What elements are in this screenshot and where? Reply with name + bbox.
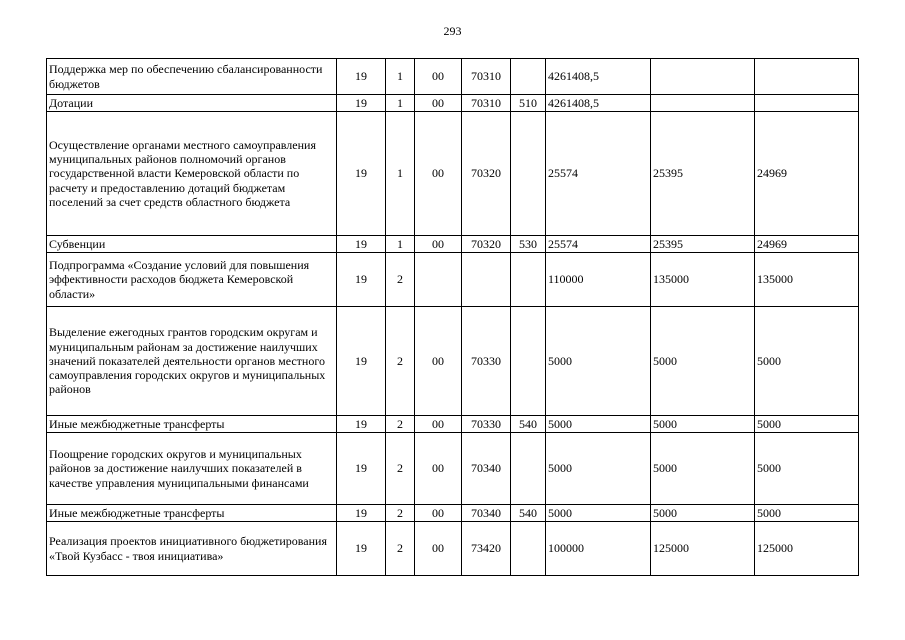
year1-amount-cell: 5000 — [546, 433, 651, 505]
year3-amount-cell: 135000 — [755, 253, 859, 307]
program-code-cell: 19 — [337, 253, 386, 307]
direction-code-cell: 73420 — [462, 522, 511, 576]
year3-amount-cell — [755, 95, 859, 112]
page-number: 293 — [443, 24, 462, 38]
expense-type-code-cell: 540 — [511, 505, 546, 522]
year3-amount-cell: 24969 — [755, 112, 859, 236]
expense-type-code-cell — [511, 112, 546, 236]
direction-code-cell: 70340 — [462, 433, 511, 505]
year1-amount-cell: 25574 — [546, 112, 651, 236]
expense-type-code-cell — [511, 253, 546, 307]
program-code-cell: 19 — [337, 236, 386, 253]
expense-type-code-cell — [511, 522, 546, 576]
expense-type-code-cell — [511, 307, 546, 416]
subprogram-code-cell: 1 — [386, 59, 415, 95]
year1-amount-cell: 100000 — [546, 522, 651, 576]
expense-name-cell: Дотации — [47, 95, 337, 112]
subprogram-code-cell: 1 — [386, 236, 415, 253]
direction-code-cell: 70310 — [462, 95, 511, 112]
year2-amount-cell: 25395 — [651, 112, 755, 236]
expense-name-cell: Реализация проектов инициативного бюджетирования «Твой Кузбасс - твоя инициатива» — [47, 522, 337, 576]
expense-type-code-cell — [511, 59, 546, 95]
year1-amount-cell: 5000 — [546, 505, 651, 522]
year2-amount-cell — [651, 59, 755, 95]
year3-amount-cell: 5000 — [755, 505, 859, 522]
year3-amount-cell: 24969 — [755, 236, 859, 253]
subprogram-code-cell: 2 — [386, 253, 415, 307]
expense-name-cell: Субвенции — [47, 236, 337, 253]
year2-amount-cell: 125000 — [651, 522, 755, 576]
main-event-code-cell: 00 — [415, 307, 462, 416]
year2-amount-cell: 5000 — [651, 416, 755, 433]
subprogram-code-cell: 2 — [386, 505, 415, 522]
subprogram-code-cell: 2 — [386, 307, 415, 416]
table-row — [47, 307, 859, 416]
table-row — [47, 112, 859, 236]
expense-type-code-cell: 530 — [511, 236, 546, 253]
year2-amount-cell — [651, 95, 755, 112]
table-row — [47, 253, 859, 307]
main-event-code-cell: 00 — [415, 59, 462, 95]
year2-amount-cell: 25395 — [651, 236, 755, 253]
table-row — [47, 59, 859, 95]
year1-amount-cell: 5000 — [546, 307, 651, 416]
direction-code-cell: 70320 — [462, 112, 511, 236]
expense-name-cell: Подпрограмма «Создание условий для повышения эффективности расходов бюджета Кемеровской области» — [47, 253, 337, 307]
year3-amount-cell: 125000 — [755, 522, 859, 576]
subprogram-code-cell: 1 — [386, 95, 415, 112]
direction-code-cell: 70310 — [462, 59, 511, 95]
program-code-cell: 19 — [337, 112, 386, 236]
program-code-cell: 19 — [337, 505, 386, 522]
main-event-code-cell — [415, 253, 462, 307]
table-row — [47, 95, 859, 112]
direction-code-cell: 70320 — [462, 236, 511, 253]
program-code-cell: 19 — [337, 95, 386, 112]
expense-name-cell: Иные межбюджетные трансферты — [47, 505, 337, 522]
table-row — [47, 236, 859, 253]
year2-amount-cell: 135000 — [651, 253, 755, 307]
main-event-code-cell: 00 — [415, 112, 462, 236]
year1-amount-cell: 4261408,5 — [546, 59, 651, 95]
direction-code-cell — [462, 253, 511, 307]
main-event-code-cell: 00 — [415, 433, 462, 505]
year3-amount-cell — [755, 59, 859, 95]
table-row — [47, 433, 859, 505]
year1-amount-cell: 25574 — [546, 236, 651, 253]
program-code-cell: 19 — [337, 522, 386, 576]
year1-amount-cell: 110000 — [546, 253, 651, 307]
main-event-code-cell: 00 — [415, 505, 462, 522]
table-row — [47, 416, 859, 433]
year2-amount-cell: 5000 — [651, 307, 755, 416]
direction-code-cell: 70340 — [462, 505, 511, 522]
program-code-cell: 19 — [337, 433, 386, 505]
main-event-code-cell: 00 — [415, 95, 462, 112]
main-event-code-cell: 00 — [415, 416, 462, 433]
year3-amount-cell: 5000 — [755, 433, 859, 505]
year2-amount-cell: 5000 — [651, 433, 755, 505]
program-code-cell: 19 — [337, 59, 386, 95]
expense-name-cell: Выделение ежегодных грантов городским округам и муниципальным районам за достижение наилучших значений показателей деятельности органов местного самоуправления городских округов и муниципальных районов — [47, 307, 337, 416]
budget-table — [46, 58, 859, 576]
year1-amount-cell: 5000 — [546, 416, 651, 433]
program-code-cell: 19 — [337, 416, 386, 433]
year2-amount-cell: 5000 — [651, 505, 755, 522]
subprogram-code-cell: 2 — [386, 416, 415, 433]
year1-amount-cell: 4261408,5 — [546, 95, 651, 112]
year3-amount-cell: 5000 — [755, 416, 859, 433]
expense-type-code-cell: 510 — [511, 95, 546, 112]
expense-name-cell: Осуществление органами местного самоуправления муниципальных районов полномочий органов государственной власти Кемеровской области по расчету и предоставлению дотаций бюджетам поселений за счет средств областного бюджета — [47, 112, 337, 236]
direction-code-cell: 70330 — [462, 416, 511, 433]
table-row — [47, 522, 859, 576]
subprogram-code-cell: 2 — [386, 433, 415, 505]
main-event-code-cell: 00 — [415, 236, 462, 253]
direction-code-cell: 70330 — [462, 307, 511, 416]
expense-name-cell: Поощрение городских округов и муниципальных районов за достижение наилучших показателей в качестве управления муниципальными финансами — [47, 433, 337, 505]
expense-type-code-cell — [511, 433, 546, 505]
expense-name-cell: Иные межбюджетные трансферты — [47, 416, 337, 433]
program-code-cell: 19 — [337, 307, 386, 416]
subprogram-code-cell: 2 — [386, 522, 415, 576]
subprogram-code-cell: 1 — [386, 112, 415, 236]
main-event-code-cell: 00 — [415, 522, 462, 576]
expense-name-cell: Поддержка мер по обеспечению сбалансированности бюджетов — [47, 59, 337, 95]
table-row — [47, 505, 859, 522]
year3-amount-cell: 5000 — [755, 307, 859, 416]
expense-type-code-cell: 540 — [511, 416, 546, 433]
